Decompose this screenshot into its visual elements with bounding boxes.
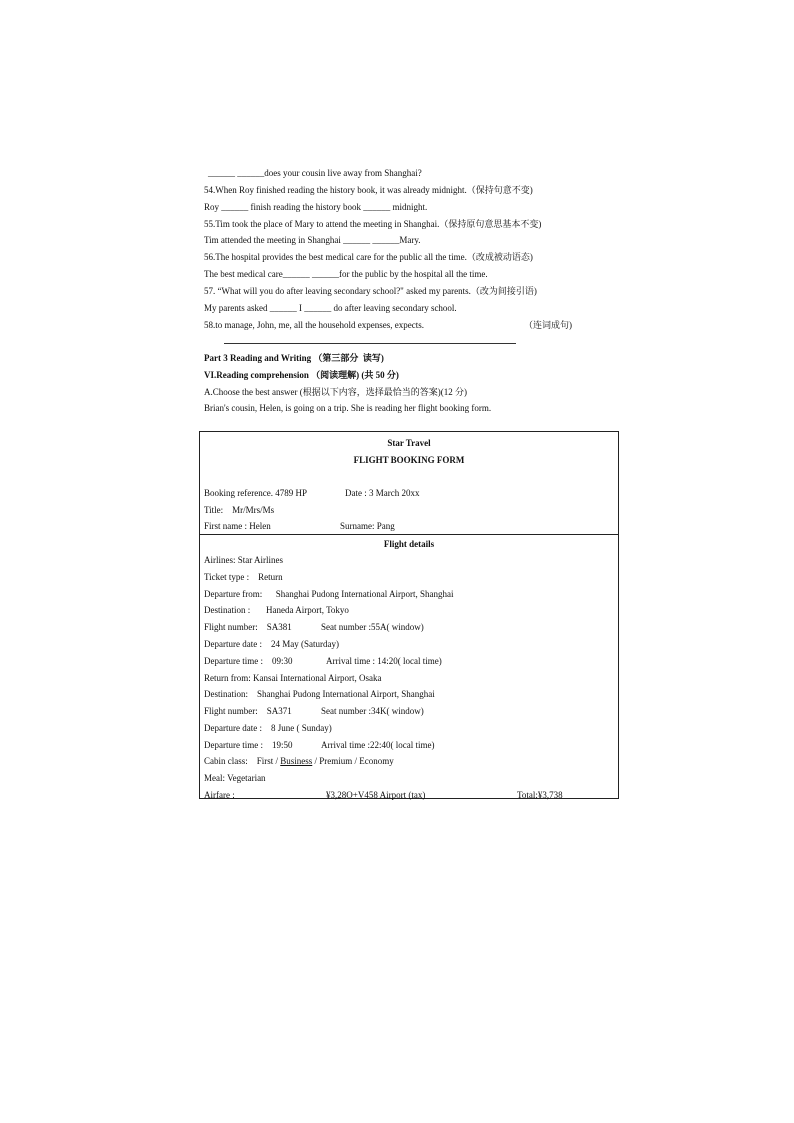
arrival-time-return: Arrival time :22:40( local time) [321, 740, 435, 750]
question-53-line: ______ ______does your cousin live away from Shanghai? [208, 168, 422, 178]
destination-outbound: Destination : Haneda Airport, Tokyo [204, 605, 349, 615]
first-name: First name : Helen [204, 521, 271, 531]
cabin-class [204, 755, 394, 767]
question-57: 57. “What will you do after leaving secondary school?" asked my parents.（改为间接引语) [204, 286, 537, 296]
flight-booking-form [199, 431, 619, 799]
question-58-answer-line [224, 343, 516, 344]
ticket-type: Ticket type : Return [204, 572, 283, 582]
airfare-label: Airfare : [204, 790, 235, 800]
surname: Surname: Pang [340, 521, 395, 531]
destination-return: Destination: Shanghai Pudong International Airport, Shanghai [204, 689, 435, 699]
booking-reference: Booking reference. 4789 HP [204, 488, 307, 498]
airfare-total: Total:¥3,738 [517, 790, 563, 800]
departure-time-return: Departure time : 19:50 [204, 740, 293, 750]
departure-date-return: Departure date : 8 June ( Sunday) [204, 723, 332, 733]
airfare-value: ¥3,28O+V458 Airport (tax) [326, 790, 426, 800]
title-field: Title: Mr/Mrs/Ms [204, 505, 275, 515]
return-from: Return from: Kansai International Airport, Osaka [204, 673, 382, 683]
flight-details-heading: Flight details [383, 539, 435, 549]
cabin-class-selected: Business [280, 756, 313, 766]
cabin-class-prefix: Cabin class: First / [204, 756, 281, 766]
departure-from: Departure from: Shanghai Pudong International Airport, Shanghai [204, 589, 454, 599]
instruction: A.Choose the best answer (根据以下内容，选择最恰当的答案)(12 分) [204, 387, 467, 397]
flight-number-outbound: Flight number: SA381 [204, 622, 292, 632]
section-title: VI.Reading comprehension （阅读理解) (共 50 分) [204, 370, 399, 380]
question-57-answer: My parents asked ______ I ______ do after leaving secondary school. [204, 303, 457, 313]
departure-time-outbound: Departure time : 09:30 [204, 656, 293, 666]
question-54-answer: Roy ______ finish reading the history book ______ midnight. [204, 202, 428, 212]
question-56-answer: The best medical care______ ______for the public by the hospital all the time. [204, 269, 488, 279]
departure-date-outbound: Departure date : 24 May (Saturday) [204, 639, 339, 649]
part3-title: Part 3 Reading and Writing （第三部分 读写) [204, 353, 384, 363]
airlines: Airlines: Star Airlines [204, 555, 283, 565]
flight-number-return: Flight number: SA371 [204, 706, 292, 716]
booking-date: Date : 3 March 20xx [345, 488, 420, 498]
question-54: 54.When Roy finished reading the history book, it was already midnight.（保持句意不变) [204, 185, 533, 195]
form-title: FLIGHT BOOKING FORM [353, 455, 465, 465]
seat-number-outbound: Seat number :55A( window) [321, 622, 424, 632]
meal: Meal: Vegetarian [204, 773, 266, 783]
question-58-note: （连词成句) [524, 320, 572, 330]
question-56: 56.The hospital provides the best medical care for the public all the time.（改成被动语态) [204, 252, 533, 262]
cabin-class-suffix: / Premium / Economy [312, 756, 394, 766]
question-55: 55.Tim took the place of Mary to attend the meeting in Shanghai.（保持原句意思基本不变) [204, 219, 542, 229]
intro-text: Brian's cousin, Helen, is going on a trip. She is reading her flight booking form. [204, 403, 492, 413]
seat-number-return: Seat number :34K( window) [321, 706, 424, 716]
form-company: Star Travel [387, 438, 431, 448]
question-55-answer: Tim attended the meeting in Shanghai ______ ______Mary. [204, 235, 421, 245]
arrival-time-outbound: Arrival time : 14:20( local time) [326, 656, 442, 666]
form-divider [200, 534, 618, 535]
question-58: 58.to manage, John, me, all the household expenses, expects. [204, 320, 424, 330]
